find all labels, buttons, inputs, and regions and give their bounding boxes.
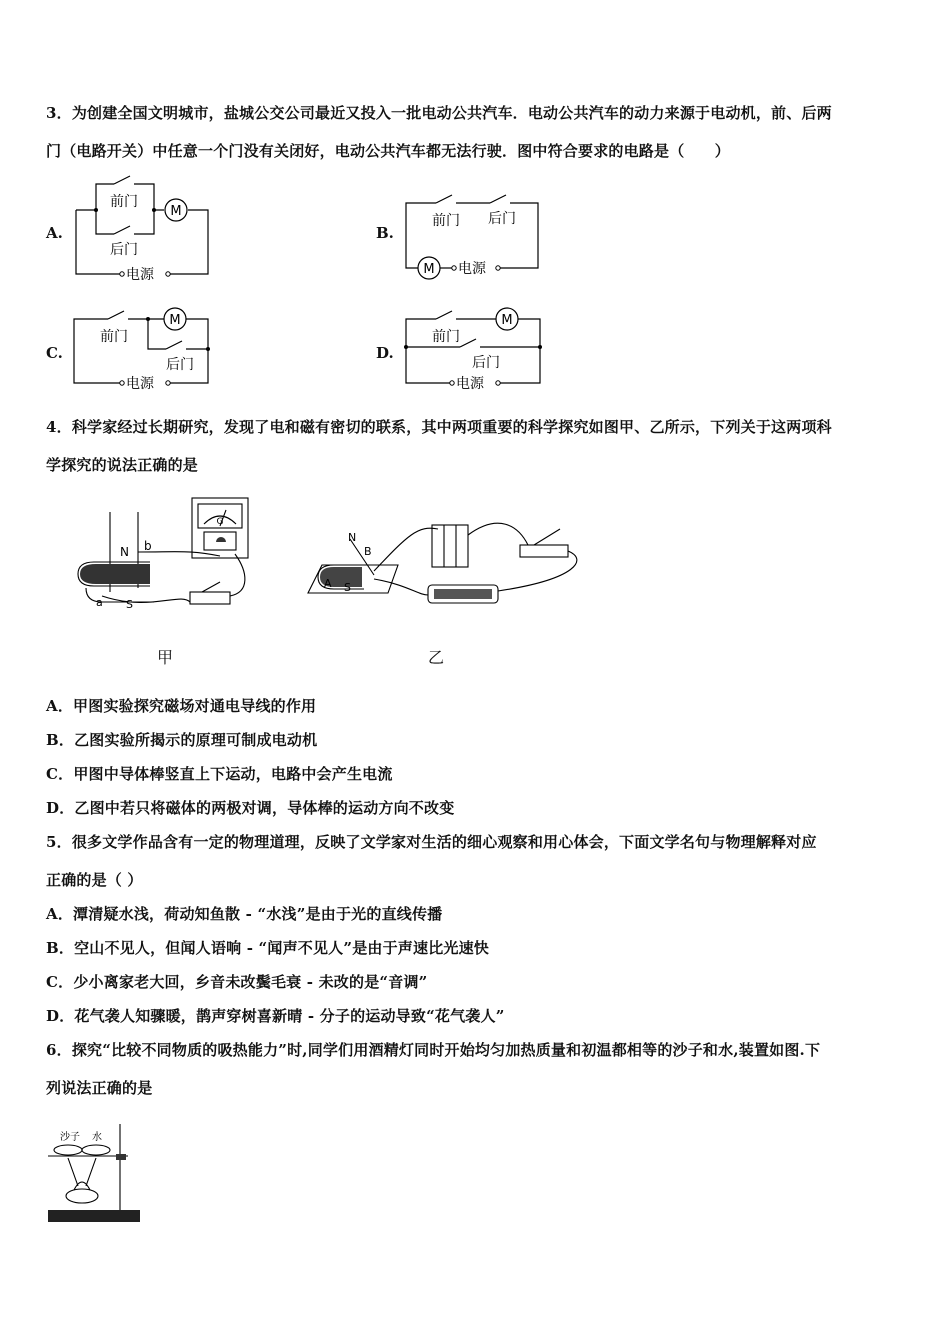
power-label: 电源: [456, 376, 484, 392]
pole-s-label: S: [126, 598, 133, 611]
q6-stem-line1: 6．探究“比较不同物质的吸热能力”时,同学们用酒精灯同时开始均匀加热质量和初温都相等的沙子和水,装置如图.下: [46, 1041, 821, 1059]
q3-circuit-c: [70, 305, 220, 395]
q6-apparatus-figure: [44, 1118, 144, 1228]
motor-label: M: [169, 313, 181, 328]
figure-yi-caption: 乙: [428, 648, 445, 667]
label-B: B: [364, 545, 372, 558]
q6-stem-line2: 列说法正确的是: [46, 1079, 153, 1097]
label-A: A: [324, 577, 332, 590]
galvanometer-label: G: [216, 517, 224, 527]
q5-option-a: A．潭清疑水浅，荷动知鱼散 - “水浅”是由于光的直线传播: [46, 905, 443, 923]
q4-option-b: B．乙图实验所揭示的原理可制成电动机: [46, 731, 318, 749]
water-label: 水: [92, 1132, 102, 1143]
back-door-label: 后门: [472, 355, 500, 371]
power-label: 电源: [458, 261, 486, 277]
back-door-label: 后门: [166, 357, 194, 373]
back-door-label: 后门: [110, 242, 138, 258]
q5-option-b: B．空山不见人，但闻人语响 - “闻声不见人”是由于声速比光速快: [46, 939, 490, 957]
front-door-label: 前门: [432, 213, 460, 229]
power-label: 电源: [126, 376, 154, 392]
pole-n-label: N: [348, 531, 357, 544]
front-door-label: 前门: [110, 194, 138, 210]
pole-n-label: N: [120, 545, 129, 559]
q3-option-c-label: C.: [46, 344, 63, 362]
q4-stem-line2: 学探究的说法正确的是: [46, 456, 199, 474]
power-label: 电源: [126, 267, 154, 280]
q4-figure-jia: [70, 492, 260, 617]
q5-stem-line1: 5．很多文学作品含有一定的物理道理，反映了文学家对生活的细心观察和用心体会，下面文学名句与物理解释对应: [46, 833, 817, 851]
label-b: b: [144, 539, 152, 553]
motor-label: M: [501, 313, 513, 328]
label-a: a: [96, 596, 103, 609]
q5-stem-line2: 正确的是（ ）: [46, 871, 143, 889]
figure-jia-caption: 甲: [157, 648, 174, 667]
front-door-label: 前门: [432, 329, 460, 345]
q5-option-c: C．少小离家老大回，乡音未改鬓毛衰 - 未改的是“音调”: [46, 973, 428, 991]
q3-stem-line2: 门（电路开关）中任意一个门没有关闭好，电动公共汽车都无法行驶．图中符合要求的电路是（ ）: [46, 142, 731, 160]
front-door-label: 前门: [100, 329, 128, 345]
back-door-label: 后门: [488, 211, 516, 227]
q4-stem-line1: 4．科学家经过长期研究，发现了电和磁有密切的联系，其中两项重要的科学探究如图甲、乙所示，下列关于这两项科: [46, 418, 832, 436]
motor-label: M: [423, 262, 435, 277]
q3-circuit-b: [400, 185, 550, 280]
q4-option-d: D．乙图中若只将磁体的两极对调，导体棒的运动方向不改变: [46, 799, 455, 817]
q4-option-c: C．甲图中导体棒竖直上下运动，电路中会产生电流: [46, 765, 393, 783]
q4-figure-yi: [298, 515, 588, 620]
motor-label: M: [170, 204, 182, 219]
q3-option-b-label: B.: [376, 224, 394, 242]
q3-stem-line1: 3．为创建全国文明城市，盐城公交公司最近又投入一批电动公共汽车．电动公共汽车的动力来源于电动机，前、后两: [46, 104, 832, 122]
sand-label: 沙子: [60, 1132, 80, 1143]
q3-circuit-a: [70, 170, 220, 280]
q3-circuit-d: [400, 305, 550, 395]
q3-option-a-label: A.: [46, 224, 63, 242]
q5-option-d: D．花气袭人知骤暖，鹊声穿树喜新晴 - 分子的运动导致“花气袭人”: [46, 1007, 505, 1025]
pole-s-label: S: [344, 581, 351, 594]
q3-option-d-label: D.: [376, 344, 394, 362]
q4-option-a: A．甲图实验探究磁场对通电导线的作用: [46, 697, 317, 715]
